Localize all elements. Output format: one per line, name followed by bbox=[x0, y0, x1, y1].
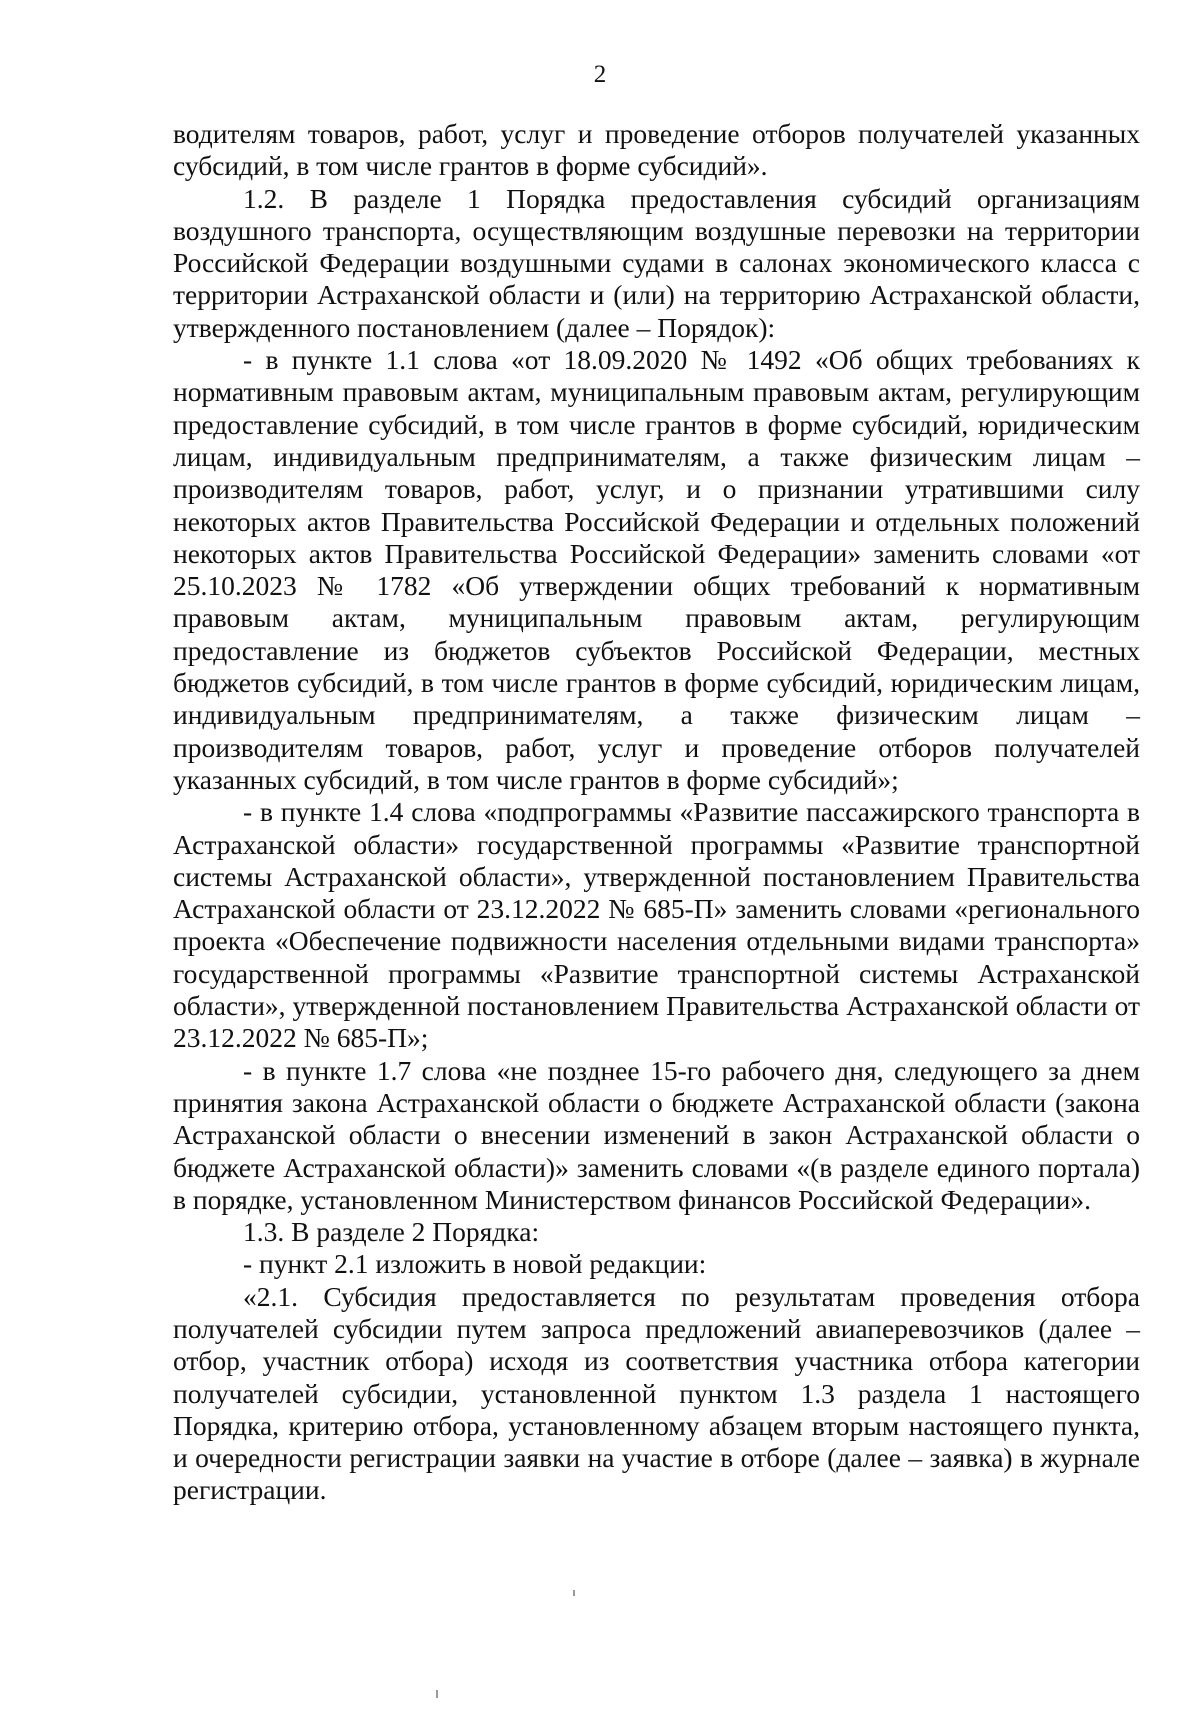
page-number: 2 bbox=[593, 61, 607, 88]
scan-artifact bbox=[573, 1590, 575, 1596]
paragraph-item-2-1-text: «2.1. Субсидия предоставляется по результатам проведения отбора получателей субсидии путем запроса предложений авиаперевозчиков (далее – отбор, участник отбора) исходя из соответствия участника отбора категории получателей субсидии, установленной пунктом 1.3 раздела 1 настоящего Порядка, критерию отбора, установленному абзацем вторым настоящего пункта, и очередности регистрации заявки на участие в отборе (далее – заявка) в журнале регистрации. bbox=[173, 1280, 1140, 1506]
paragraph-clause-1-3: 1.3. В разделе 2 Порядка: bbox=[243, 1216, 540, 1248]
paragraph-clause-1-2: 1.2. В разделе 1 Порядка предоставления субсидий организациям воздушного транспорта, осуществляющим воздушные перевозки на территории Российской Федерации воздушными судами в салонах экономического класса с территории Астраханской области и (или) на территорию Астраханской области, утвержденного постановлением (далее – Порядок): bbox=[173, 182, 1140, 343]
document-body bbox=[173, 118, 1140, 1507]
scan-artifact bbox=[436, 1690, 438, 1698]
paragraph-item-2-1-intro: - пункт 2.1 изложить в новой редакции: bbox=[243, 1248, 707, 1280]
paragraph-item-1-7: - в пункте 1.7 слова «не позднее 15-го рабочего дня, следующего за днем принятия закона Астраханской области о бюджете Астраханской области (закона Астраханской области о внесении изменений в закон Астраханской области о бюджете Астраханской области)» заменить словами «(в разделе единого портала) в порядке, установленном Министерством финансов Российской Федерации». bbox=[173, 1054, 1140, 1215]
paragraph-item-1-1: - в пункте 1.1 слова «от 18.09.2020 № 1492 «Об общих требованиях к нормативным правовым актам, муниципальным правовым актам, регулирующим предоставление субсидий, в том числе грантов в форме субсидий, юридическим лицам, индивидуальным предпринимателям, а также физическим лицам – производителям товаров, работ, услуг, и о признании утратившими силу некоторых актов Правительства Российской Федерации и отдельных положений некоторых актов Правительства Российской Федерации» заменить словами «от 25.10.2023 № 1782 «Об утверждении общих требований к нормативным правовым актам, муниципальным правовым актам, регулирующим предоставление из бюджетов субъектов Российской Федерации, местных бюджетов субсидий, в том числе грантов в форме субсидий, юридическим лицам, индивидуальным предпринимателям, а также физическим лицам – производителям товаров, работ, услуг и проведение отборов получателей указанных субсидий, в том числе грантов в форме субсидий»; bbox=[173, 344, 1140, 795]
paragraph-item-1-4: - в пункте 1.4 слова «подпрограммы «Развитие пассажирского транспорта в Астраханской области» государственной программы «Развитие транспортной системы Астраханской области», утвержденной постановлением Правительства Астраханской области от 23.12.2022 № 685-П» заменить словами «регионального проекта «Обеспечение подвижности населения отдельными видами транспорта» государственной программы «Развитие транспортной системы Астраханской области», утвержденной постановлением Правительства Астраханской области от 23.12.2022 № 685-П»; bbox=[173, 796, 1140, 1054]
paragraph-continuation: водителям товаров, работ, услуг и проведение отборов получателей указанных субсидий, в том числе грантов в форме субсидий». bbox=[173, 118, 1140, 182]
